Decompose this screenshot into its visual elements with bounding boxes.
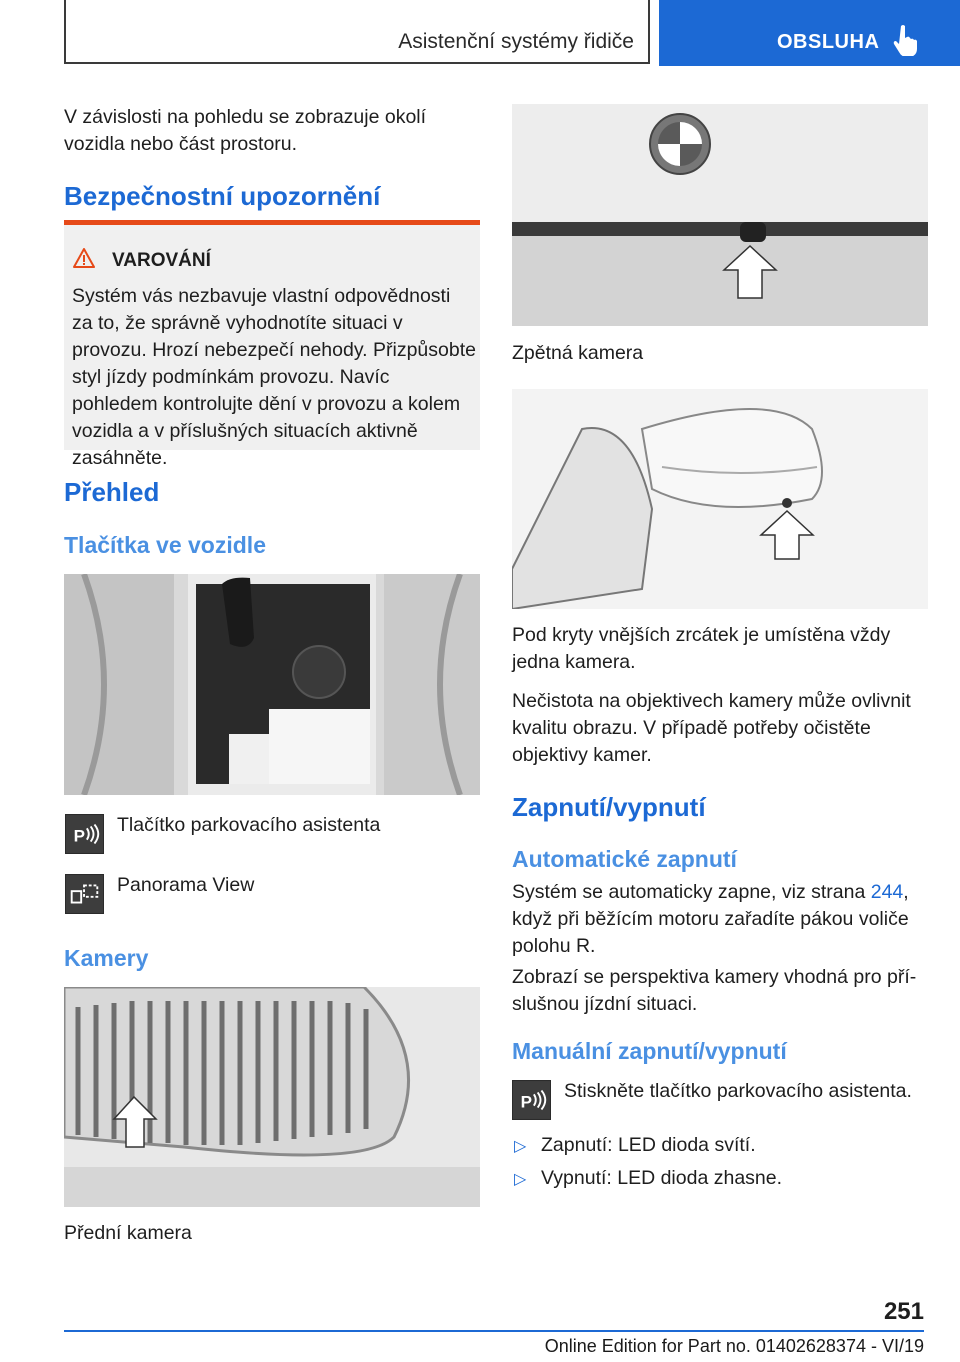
bullet-marker: ▷ xyxy=(514,1138,527,1155)
auto-paragraph: Systém se automaticky zapne, viz strana 244, když při běžícím motoru zařadíte pákou voliče polohu R. xyxy=(512,881,909,957)
center-console-photo xyxy=(64,574,480,795)
edition-text: Online Edition for Part no. 01402628374 - VI/19 xyxy=(544,1336,924,1356)
auto-paragraph-2: Zobrazí se perspektiva kamery vhodná pro příslušnou jízdní situaci. xyxy=(512,966,917,1015)
panorama-view-icon xyxy=(65,874,104,914)
auto-heading: Automatické zapnutí xyxy=(512,846,737,872)
hand-pointer-icon xyxy=(893,24,917,56)
intro-paragraph: V závislosti na pohledu se zobrazuje okolí vozidla nebo část prostoru. xyxy=(64,106,427,155)
parking-assistant-label: Tlačítko parkovacího asistenta xyxy=(117,814,381,836)
bullet-item: Zapnutí: LED dioda svítí. xyxy=(541,1134,756,1156)
rear-camera-caption: Zpětná kamera xyxy=(512,342,644,364)
manual-heading: Manuální zapnutí/vypnutí xyxy=(512,1038,787,1064)
panorama-view-label: Panorama View xyxy=(117,874,255,896)
svg-text:P: P xyxy=(73,826,85,846)
page-link[interactable]: 244 xyxy=(870,881,904,903)
chapter-title: Asistenční systémy řidiče xyxy=(398,30,634,53)
warning-triangle-icon xyxy=(72,247,96,269)
mirror-camera-caption: Pod kryty vnějších zrcátek je umístěna vždy jedna kamera. xyxy=(512,624,891,673)
overview-heading: Přehled xyxy=(64,477,160,507)
warning-text: Systém vás nezbavuje vlastní odpovědnosti za to, že správně vyhodnotíte situaci v provozu. Hrozí nebezpečí nehody. Přizpůsobte styl jízdy podmínkám provozu. Navíc pohledem kontrolujte dění v provozu a kolem vozidla a v příslušných situacích aktivně zasáhněte. xyxy=(72,285,476,469)
warning-title: VAROVÁNÍ xyxy=(112,250,211,271)
warning-box xyxy=(64,220,480,469)
parking-assistant-icon xyxy=(65,814,104,854)
front-camera-photo xyxy=(64,987,480,1207)
section-tab[interactable] xyxy=(659,0,960,66)
page-number: 251 xyxy=(883,1298,924,1325)
mirror-camera-photo xyxy=(512,389,928,609)
front-camera-caption: Přední kamera xyxy=(64,1222,192,1244)
svg-text:P: P xyxy=(520,1092,532,1112)
parking-assistant-icon xyxy=(512,1080,551,1120)
bullet-marker: ▷ xyxy=(514,1171,527,1188)
safety-heading: Bezpečnostní upozornění xyxy=(64,181,381,211)
footer-divider xyxy=(64,1330,924,1332)
header-frame xyxy=(64,0,650,64)
on-off-heading: Zapnutí/vypnutí xyxy=(512,792,706,822)
bullet-item: Vypnutí: LED dioda zhasne. xyxy=(541,1167,783,1189)
section-label: OBSLUHA xyxy=(777,31,880,53)
cleaning-note: Nečistota na objektivech kamery může ovlivnit kvalitu obrazu. V případě potřeby očistěte objektivy kamer. xyxy=(512,690,911,766)
manual-text: Stiskněte tlačítko parkovacího asistenta. xyxy=(564,1080,912,1102)
buttons-heading: Tlačítka ve vozidle xyxy=(64,532,266,558)
cameras-heading: Kamery xyxy=(64,945,149,971)
rear-camera-photo xyxy=(512,104,928,326)
